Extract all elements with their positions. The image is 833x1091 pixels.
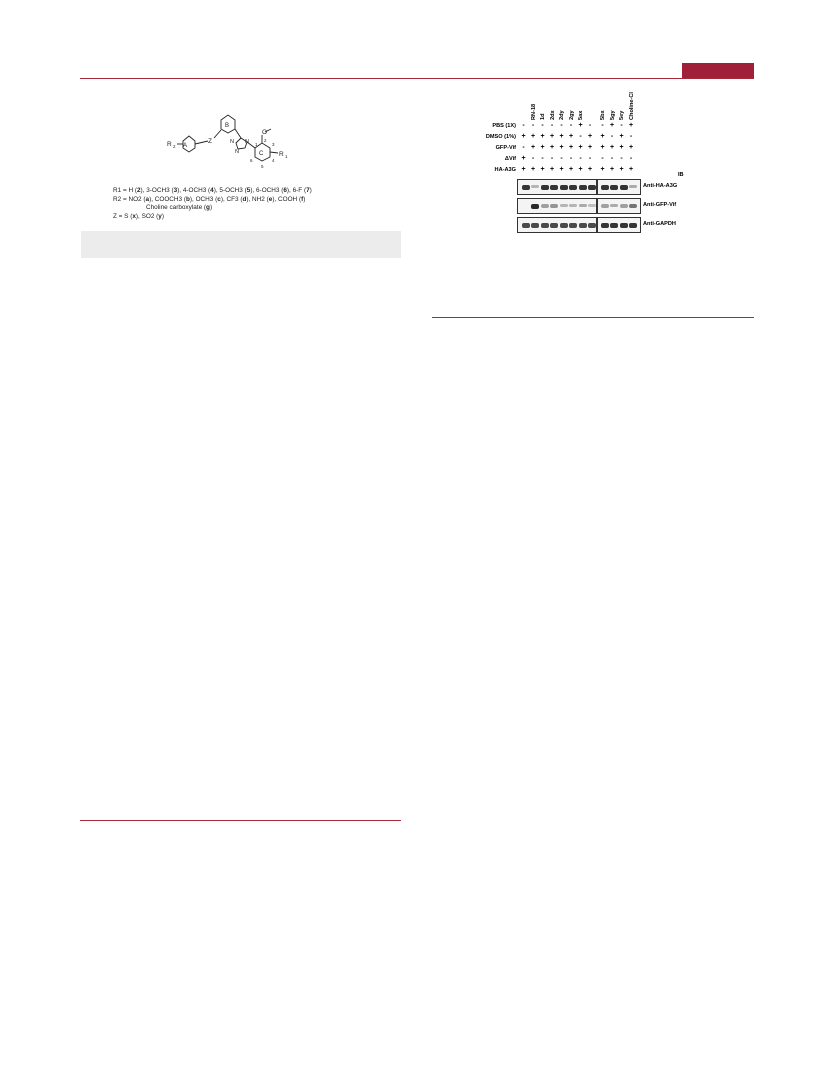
blot-band xyxy=(531,223,539,228)
condition-sign: - xyxy=(610,155,614,162)
condition-sign: + xyxy=(578,166,583,173)
triazole-n1: N xyxy=(230,139,234,145)
blot-band xyxy=(541,185,549,190)
blot-band xyxy=(579,204,587,207)
lane-label: 5gy xyxy=(609,110,616,120)
blot-band xyxy=(579,223,587,228)
r2-atom-sub: 2 xyxy=(173,144,176,149)
blot-band xyxy=(588,185,596,190)
blot-band xyxy=(541,223,549,228)
blot-band xyxy=(610,204,618,207)
blot-band xyxy=(522,185,530,190)
triazole-n3: N xyxy=(245,139,249,145)
condition-sign: + xyxy=(568,144,574,151)
position-6: 6 xyxy=(250,158,253,163)
blot-band xyxy=(531,204,539,209)
condition-sign: + xyxy=(549,133,555,140)
condition-sign: + xyxy=(628,166,634,173)
condition-sign: - xyxy=(569,155,573,162)
structure-drawing xyxy=(80,105,410,185)
blot-panel xyxy=(517,217,597,233)
condition-sign: + xyxy=(578,122,583,129)
blot-band xyxy=(560,223,568,228)
condition-sign: - xyxy=(620,122,623,129)
r2-substituent-line: R2 = NO2 (a), COOCH3 (b), OCH3 (c), CF3 (d), NH2 (e), COOH (f) xyxy=(113,195,306,203)
z-substituent-line: Z = S (x), SO2 (y) xyxy=(113,212,164,220)
condition-label: DMSO (1%) xyxy=(485,133,516,140)
blot-band xyxy=(629,223,637,228)
condition-sign: - xyxy=(550,155,554,162)
position-5: 5 xyxy=(261,164,264,169)
blot-panel xyxy=(597,217,642,233)
blot-band xyxy=(620,223,628,228)
condition-sign: + xyxy=(549,166,555,173)
condition-sign: - xyxy=(550,122,554,129)
blot-band xyxy=(601,204,609,208)
condition-sign: + xyxy=(609,122,615,129)
blot-band xyxy=(569,204,577,207)
condition-sign: - xyxy=(531,155,535,162)
condition-sign: + xyxy=(587,133,593,140)
condition-label: HA-A3G xyxy=(494,166,516,173)
condition-sign: + xyxy=(540,133,545,140)
condition-sign: + xyxy=(600,166,605,173)
condition-sign: - xyxy=(541,122,544,129)
condition-sign: + xyxy=(521,155,526,162)
condition-sign: - xyxy=(541,155,544,162)
condition-sign: - xyxy=(560,155,563,162)
condition-label: GFP-Vif xyxy=(495,144,516,151)
condition-sign: - xyxy=(560,122,563,129)
blot-band xyxy=(620,185,628,190)
condition-sign: + xyxy=(549,144,555,151)
condition-sign: + xyxy=(619,133,624,140)
condition-sign: + xyxy=(609,144,615,151)
blot-band xyxy=(560,204,568,207)
condition-sign: - xyxy=(522,122,525,129)
condition-sign: - xyxy=(531,122,535,129)
antibody-label: Anti-GAPDH xyxy=(643,221,676,227)
r1-substituent-line: R1 = H (2), 3-OCH3 (3), 4-OCH3 (4), 5-OCH3 (5), 6-OCH3 (6), 6-F (7) xyxy=(113,187,312,194)
blot-band xyxy=(579,185,587,190)
column-rule-right xyxy=(432,317,754,318)
ring-a-label: A xyxy=(183,143,188,149)
antibody-label: Anti-GFP-Vif xyxy=(643,202,677,208)
condition-sign: - xyxy=(620,155,623,162)
triazole-n2: N xyxy=(235,149,239,155)
blot-band xyxy=(569,223,577,228)
condition-sign: + xyxy=(521,166,526,173)
r2-substituent-line-2: Choline carboxylate (g) xyxy=(146,204,213,211)
position-2: 2 xyxy=(264,138,267,143)
lane-label: 1d xyxy=(540,113,546,120)
blot-panel xyxy=(517,179,597,195)
blot-band xyxy=(610,223,618,228)
condition-sign: - xyxy=(579,133,582,140)
blot-panel xyxy=(597,179,642,195)
condition-sign: - xyxy=(629,133,633,140)
condition-sign: + xyxy=(600,144,605,151)
condition-sign: + xyxy=(587,144,593,151)
condition-sign: + xyxy=(619,144,624,151)
condition-sign: + xyxy=(530,133,536,140)
blot-band xyxy=(588,223,596,228)
condition-sign: - xyxy=(629,155,633,162)
blot-band xyxy=(588,204,596,207)
ib-label: IB xyxy=(678,172,684,178)
blot-band xyxy=(601,185,609,190)
blot-band xyxy=(531,185,539,188)
condition-sign: - xyxy=(588,155,592,162)
lane-label: 5ax xyxy=(578,110,584,120)
condition-sign: - xyxy=(588,122,592,129)
condition-sign: + xyxy=(559,144,564,151)
blot-band xyxy=(620,204,628,208)
condition-sign: + xyxy=(568,133,574,140)
chemical-scheme xyxy=(80,105,410,225)
condition-sign: + xyxy=(530,144,536,151)
condition-sign: - xyxy=(579,155,582,162)
western-blot-figure xyxy=(470,88,700,238)
condition-sign: + xyxy=(587,166,593,173)
condition-sign: + xyxy=(628,144,634,151)
blot-band xyxy=(522,223,530,228)
ring-b-label: B xyxy=(225,123,230,129)
blot-band xyxy=(601,223,609,228)
condition-sign: + xyxy=(568,166,574,173)
condition-sign: + xyxy=(628,122,634,129)
position-3: 3 xyxy=(272,142,275,147)
r1-atom-sub: 1 xyxy=(285,154,288,159)
blot-band xyxy=(629,204,637,208)
blot-band xyxy=(610,185,618,190)
blot-band xyxy=(550,223,558,228)
lane-label: 5ey xyxy=(619,110,625,120)
lane-label: 2gy xyxy=(568,110,575,120)
condition-sign: + xyxy=(521,133,526,140)
condition-sign: + xyxy=(540,144,545,151)
condition-label: PBS (1X) xyxy=(492,122,516,129)
lane-label: 2dx xyxy=(549,110,556,120)
condition-sign: + xyxy=(619,166,624,173)
header-accent-tab xyxy=(682,63,754,78)
r2-atom: R xyxy=(167,141,172,148)
condition-sign: + xyxy=(540,166,545,173)
condition-sign: + xyxy=(559,166,564,173)
blot-band xyxy=(569,185,577,190)
blot-band xyxy=(541,204,549,208)
position-4: 4 xyxy=(272,158,275,163)
condition-sign: - xyxy=(522,144,525,151)
condition-sign: + xyxy=(559,133,564,140)
condition-sign: - xyxy=(569,122,573,129)
position-1: 1 xyxy=(255,142,258,147)
condition-label: ΔVif xyxy=(504,155,516,162)
condition-sign: + xyxy=(530,166,536,173)
blot-panel xyxy=(597,198,642,214)
lane-label: 5bx xyxy=(600,110,606,120)
blot-band xyxy=(550,204,558,208)
condition-sign: + xyxy=(609,166,615,173)
header-rule xyxy=(80,78,754,79)
blot-panel xyxy=(517,198,597,214)
condition-sign: - xyxy=(601,122,604,129)
ring-c-label: C xyxy=(259,151,264,157)
r1-atom: R xyxy=(279,151,284,158)
lane-label: RN-18 xyxy=(530,103,537,120)
shaded-caption-bar xyxy=(81,231,401,258)
blot-band xyxy=(550,185,558,190)
lane-label: 2dy xyxy=(559,110,565,120)
blot-band xyxy=(629,185,637,188)
condition-sign: + xyxy=(578,144,583,151)
antibody-label: Anti-HA-A3G xyxy=(643,183,678,189)
condition-sign: - xyxy=(610,133,614,140)
lane-label: Choline-Cl xyxy=(628,92,635,120)
column-rule-left xyxy=(80,820,401,821)
oxygen-atom: O xyxy=(262,129,268,136)
blot-band xyxy=(560,185,568,190)
z-atom: Z xyxy=(208,138,212,145)
condition-sign: + xyxy=(600,133,605,140)
condition-sign: - xyxy=(601,155,604,162)
